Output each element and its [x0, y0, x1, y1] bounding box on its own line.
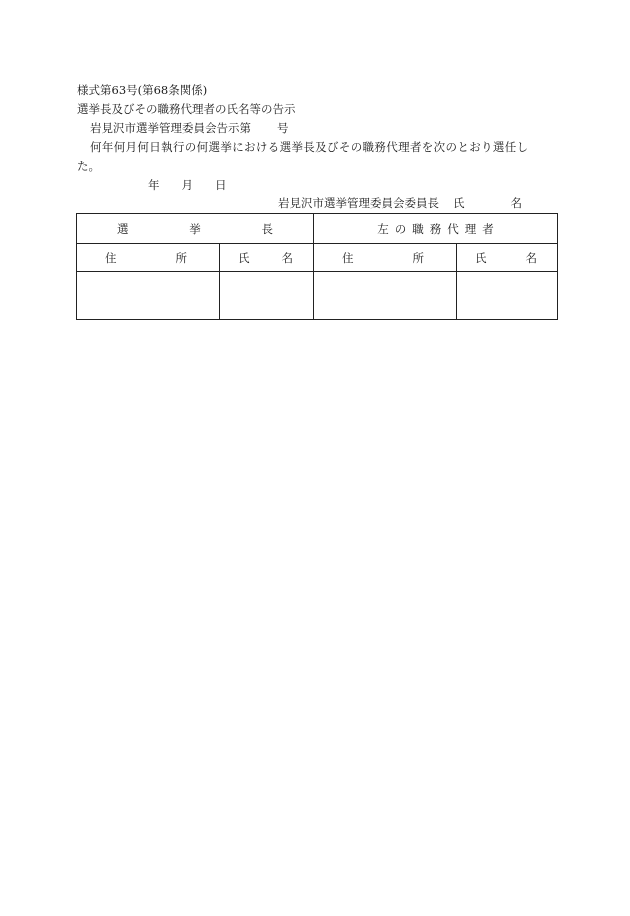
- subheader-char: 名: [525, 250, 537, 265]
- cell-chief-name: [220, 272, 314, 320]
- cell-agent-name: [457, 272, 558, 320]
- table-header-row: [77, 214, 558, 244]
- date-day: 日: [215, 178, 227, 192]
- body-text-line-1: 何年何月何日執行の何選挙における選挙長及びその職務代理者を次のとおり選任し: [90, 140, 529, 154]
- subheader-char: 氏: [475, 250, 487, 265]
- subheader-char: 住: [342, 250, 354, 265]
- appointment-table: [76, 213, 558, 320]
- table-subheader-row: [77, 244, 558, 272]
- cell-chief-address: [77, 272, 220, 320]
- header-agent: [314, 214, 558, 244]
- notice-prefix: 岩見沢市選挙管理委員会告示第: [90, 121, 251, 135]
- date-line: [148, 178, 227, 192]
- subheader-char: 所: [412, 250, 424, 265]
- table-row: [77, 272, 558, 320]
- notice-suffix: 号: [277, 121, 289, 135]
- signer-line: [278, 196, 522, 210]
- subheader-chief-address: [77, 244, 220, 272]
- date-month: 月: [181, 178, 193, 192]
- signer-org: 岩見沢市選挙管理委員会委員長: [278, 196, 439, 210]
- body-text-line-2: た。: [77, 159, 100, 173]
- header-agent-label: 左の職務代理者: [377, 221, 500, 236]
- subheader-agent-name: [457, 244, 558, 272]
- subheader-char: 住: [105, 250, 117, 265]
- header-chief-char: 長: [261, 221, 273, 236]
- subheader-char: 氏: [238, 250, 250, 265]
- subheader-char: 名: [281, 250, 293, 265]
- date-year: 年: [148, 178, 160, 192]
- form-number: 様式第63号(第68条関係): [77, 83, 208, 97]
- header-chief-char: 選: [117, 221, 129, 236]
- subheader-char: 所: [175, 250, 187, 265]
- cell-agent-address: [314, 272, 457, 320]
- subheader-chief-name: [220, 244, 314, 272]
- header-chief-char: 挙: [189, 221, 201, 236]
- signer-surname-label: 氏: [453, 196, 465, 210]
- signer-given-label: 名: [510, 196, 522, 210]
- notice-number: [90, 121, 289, 135]
- subheader-agent-address: [314, 244, 457, 272]
- document-title: 選挙長及びその職務代理者の氏名等の告示: [77, 102, 296, 116]
- header-chief: [77, 214, 314, 244]
